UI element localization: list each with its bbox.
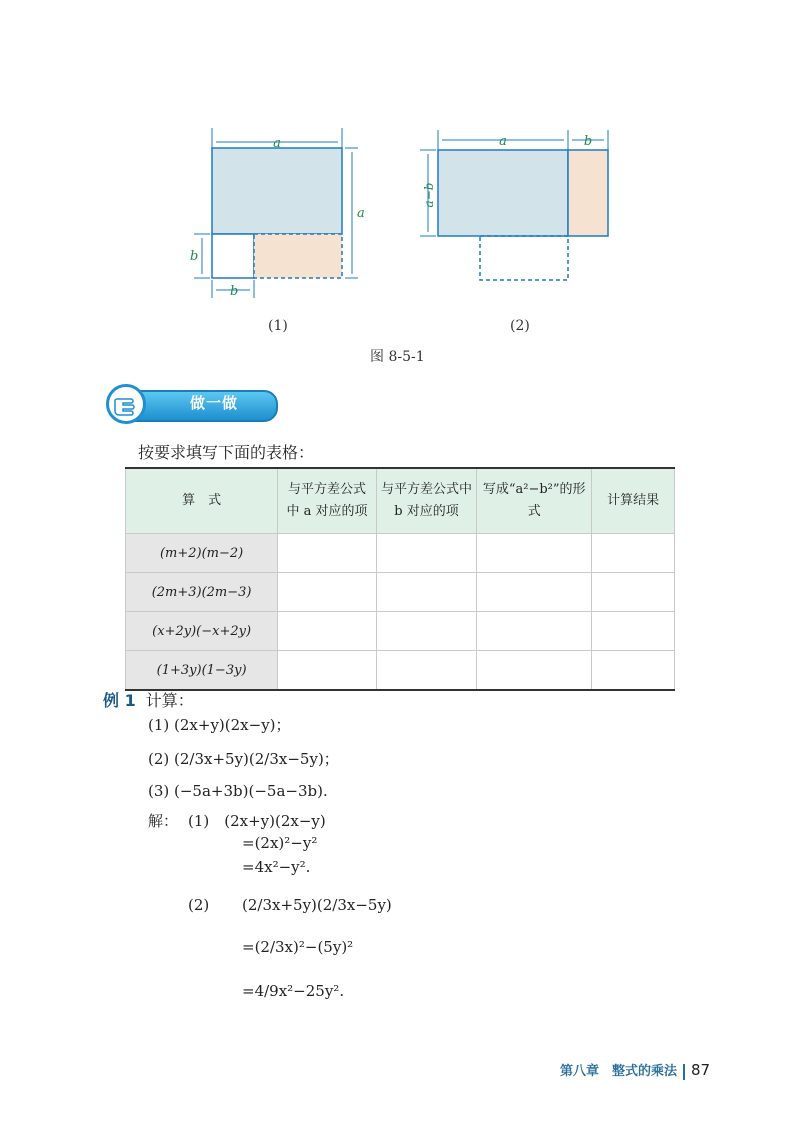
blank-cell[interactable] — [592, 534, 675, 573]
fig2-label-b-top: b — [583, 134, 593, 149]
blank-cell[interactable] — [477, 534, 592, 573]
fig2-label-a-top: a — [499, 134, 507, 149]
header-result: 计算结果 — [592, 468, 675, 534]
fig1-label-b-left: b — [190, 249, 199, 264]
fig1-label-a-top: a — [273, 136, 281, 151]
blank-cell[interactable] — [278, 534, 377, 573]
sol1-line-2: =(2x)²−y² — [242, 834, 318, 852]
figure-8-5-1 — [180, 120, 620, 320]
header-form: 写成“a²−b²”的形式 — [477, 468, 592, 534]
fig1-label-a-right: a — [357, 206, 365, 221]
sol2-line-3: =4/9x²−25y². — [242, 982, 345, 1000]
header-b-term: 与平方差公式中 b 对应的项 — [376, 468, 476, 534]
problem-1: (1) (2x+y)(2x−y)； — [148, 716, 291, 734]
table-row — [126, 534, 675, 573]
table-row — [126, 612, 675, 651]
blank-cell[interactable] — [278, 612, 377, 651]
sol2-label: (2) — [188, 896, 210, 914]
instruction-text: 按要求填写下面的表格： — [138, 443, 315, 462]
blank-cell[interactable] — [376, 534, 476, 573]
fig2-caption: (2) — [510, 318, 530, 334]
activity-banner — [100, 384, 276, 424]
header-expression: 算 式 — [126, 468, 278, 534]
figure-1 — [190, 128, 365, 299]
solution-label: 解： — [148, 812, 179, 830]
blank-cell[interactable] — [376, 573, 476, 612]
blank-cell[interactable] — [278, 573, 377, 612]
fig2-label-a-minus-b: a−b — [422, 182, 436, 208]
row-expression: (x+2y)(−x+2y) — [126, 612, 278, 651]
blank-cell[interactable] — [592, 612, 675, 651]
problem-3: (3) (−5a+3b)(−5a−3b). — [148, 782, 328, 800]
sol1-line-1: (1) (2x+y)(2x−y) — [188, 812, 326, 830]
figure-title: 图 8-5-1 — [370, 349, 425, 365]
blank-cell[interactable] — [477, 651, 592, 691]
table-header-row — [126, 468, 675, 534]
blank-cell[interactable] — [477, 573, 592, 612]
fig1-label-b-bottom: b — [230, 284, 239, 299]
hand-pointing-icon — [106, 384, 146, 424]
row-expression: (2m+3)(2m−3) — [126, 573, 278, 612]
activity-title: 做一做 — [189, 394, 238, 412]
blank-cell[interactable] — [477, 612, 592, 651]
blank-cell[interactable] — [376, 612, 476, 651]
chapter-title: 第八章 整式的乘法 — [560, 1064, 678, 1079]
blank-cell[interactable] — [592, 651, 675, 691]
page-number: 87 — [691, 1061, 711, 1079]
example-prompt: 计算： — [145, 691, 194, 710]
table-row — [126, 573, 675, 612]
row-expression: (m+2)(m−2) — [126, 534, 278, 573]
row-expression: (1+3y)(1−3y) — [126, 651, 278, 691]
figure-2 — [420, 130, 608, 280]
blank-cell[interactable] — [592, 573, 675, 612]
blank-cell[interactable] — [278, 651, 377, 691]
problem-2: (2) (2/3x+5y)(2/3x−5y)； — [148, 750, 339, 768]
sol1-line-3: =4x²−y². — [242, 858, 311, 876]
sol2-line-2: =(2/3x)²−(5y)² — [242, 938, 354, 956]
header-a-term: 与平方差公式中 a 对应的项 — [278, 468, 377, 534]
fig1-caption: (1) — [268, 318, 288, 334]
example-label: 例 1 — [103, 691, 136, 710]
example-heading — [103, 688, 194, 711]
blank-cell[interactable] — [376, 651, 476, 691]
table-row — [126, 651, 675, 691]
footer-divider — [683, 1064, 685, 1080]
formula-table — [125, 467, 675, 691]
page-footer — [560, 1060, 710, 1080]
sol2-line-1: (2/3x+5y)(2/3x−5y) — [242, 896, 392, 914]
